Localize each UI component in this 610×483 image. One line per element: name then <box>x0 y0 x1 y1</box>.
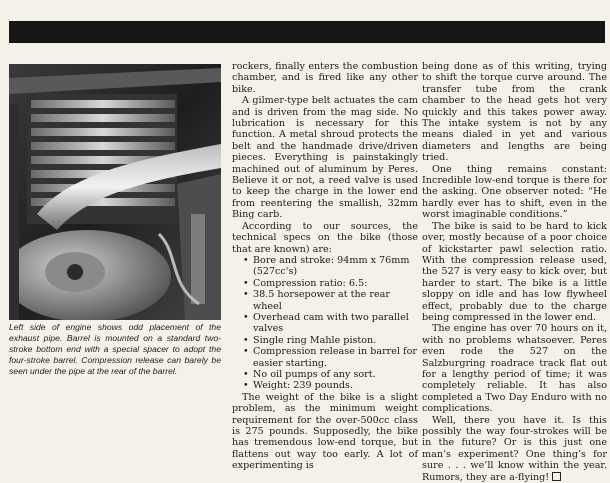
col2-paragraph-4: The weight of the bike is a slight problem, as the minimum weight requirement for the over-500cc class is 275 pounds. Supposedly, the bike has tremendous low-end torque, but flattens out way too early. A lot of experimenting is <box>232 391 418 472</box>
article-column-3 <box>422 61 607 483</box>
spec-item: • Compression ratio: 6.5: <box>243 278 418 289</box>
col3-paragraph-5 <box>422 415 607 483</box>
col2-paragraph-2: A gilmer-type belt actuates the cam and is driven from the mag side. No lubrication is necessary for this function. A metal shroud protects the belt and the handmade drive/driven pieces. Everything is painstakingly machined out of aluminum by Peres. Believe it or not, a reed valve is used to keep the charge in the lower end from reentering the smallish, 32mm Bing carb. <box>232 95 418 221</box>
end-of-article-mark <box>552 472 561 481</box>
spec-item: • Overhead cam with two parallel valves <box>243 312 418 335</box>
col2-paragraph-1: rockers, finally enters the combustion chamber, and is fired like any other bike. <box>232 61 418 95</box>
col3-paragraph-2: One thing remains constant: Incredible low-end torque is there for the asking. One observer noted: “He hardly ever has to shift, even in the worst imaginable conditions.” <box>422 163 607 221</box>
engine-photo <box>9 64 221 320</box>
spec-item: • 38.5 horsepower at the rear wheel <box>243 289 418 312</box>
spec-item: • Compression release in barrel for easier starting. <box>243 346 418 369</box>
col3-paragraph-4: The engine has over 70 hours on it, with no problems whatsoever. Peres even rode the 527 on the Salzburgring roadrace track flat out for a lengthy period of time; it was completely reliable. It has also completed a Two Day Enduro with no complications. <box>422 323 607 415</box>
spec-item: • Weight: 239 pounds. <box>243 380 418 391</box>
col2-paragraph-3: According to our sources, the technical specs on the bike (those that are known) are: <box>232 220 418 255</box>
photo-caption: Left side of engine shows odd placement of the exhaust pipe. Barrel is mounted on a standard two-stroke bottom end with a special spacer to adopt the four-stroke barrel. Compression release can barely be seen under the pipe at the rear of the barrel. <box>9 322 221 377</box>
col3-paragraph-1: being done as of this writing, trying to shift the torque curve around. The transfer tube from the crank chamber to the head gets hot very quickly and this takes power away. The intake system is not by any means dialed in yet and various diameters and lengths are being tried. <box>422 61 607 164</box>
col3-paragraph-3: The bike is said to be hard to kick over, mostly because of a poor choice of kickstarter pawl selection ratio. With the compression release used, the 527 is very easy to kick over, but harder to start. The bike is a little sloppy on idle and has low flywheel effect, probably due to the charge being compressed in the lower end. <box>422 220 607 323</box>
engine-photo-illustration <box>9 64 221 320</box>
spec-item: • Single ring Mahle piston. <box>243 335 418 346</box>
col3-paragraph-5-text: Well, there you have it. Is this possibly the way four-strokes will be in the future? Or is this just one man’s experiment? One thing’s for sure . . . we’ll know within the year. Rumors, they are a-flying! <box>422 414 607 483</box>
spec-item: • Bore and stroke: 94mm x 76mm (527cc's) <box>243 255 418 278</box>
article-column-2 <box>232 61 418 472</box>
spec-item: • No oil pumps of any sort. <box>243 369 418 380</box>
spec-list <box>232 255 418 392</box>
page-top-margin <box>0 0 610 20</box>
header-black-bar <box>9 21 605 43</box>
